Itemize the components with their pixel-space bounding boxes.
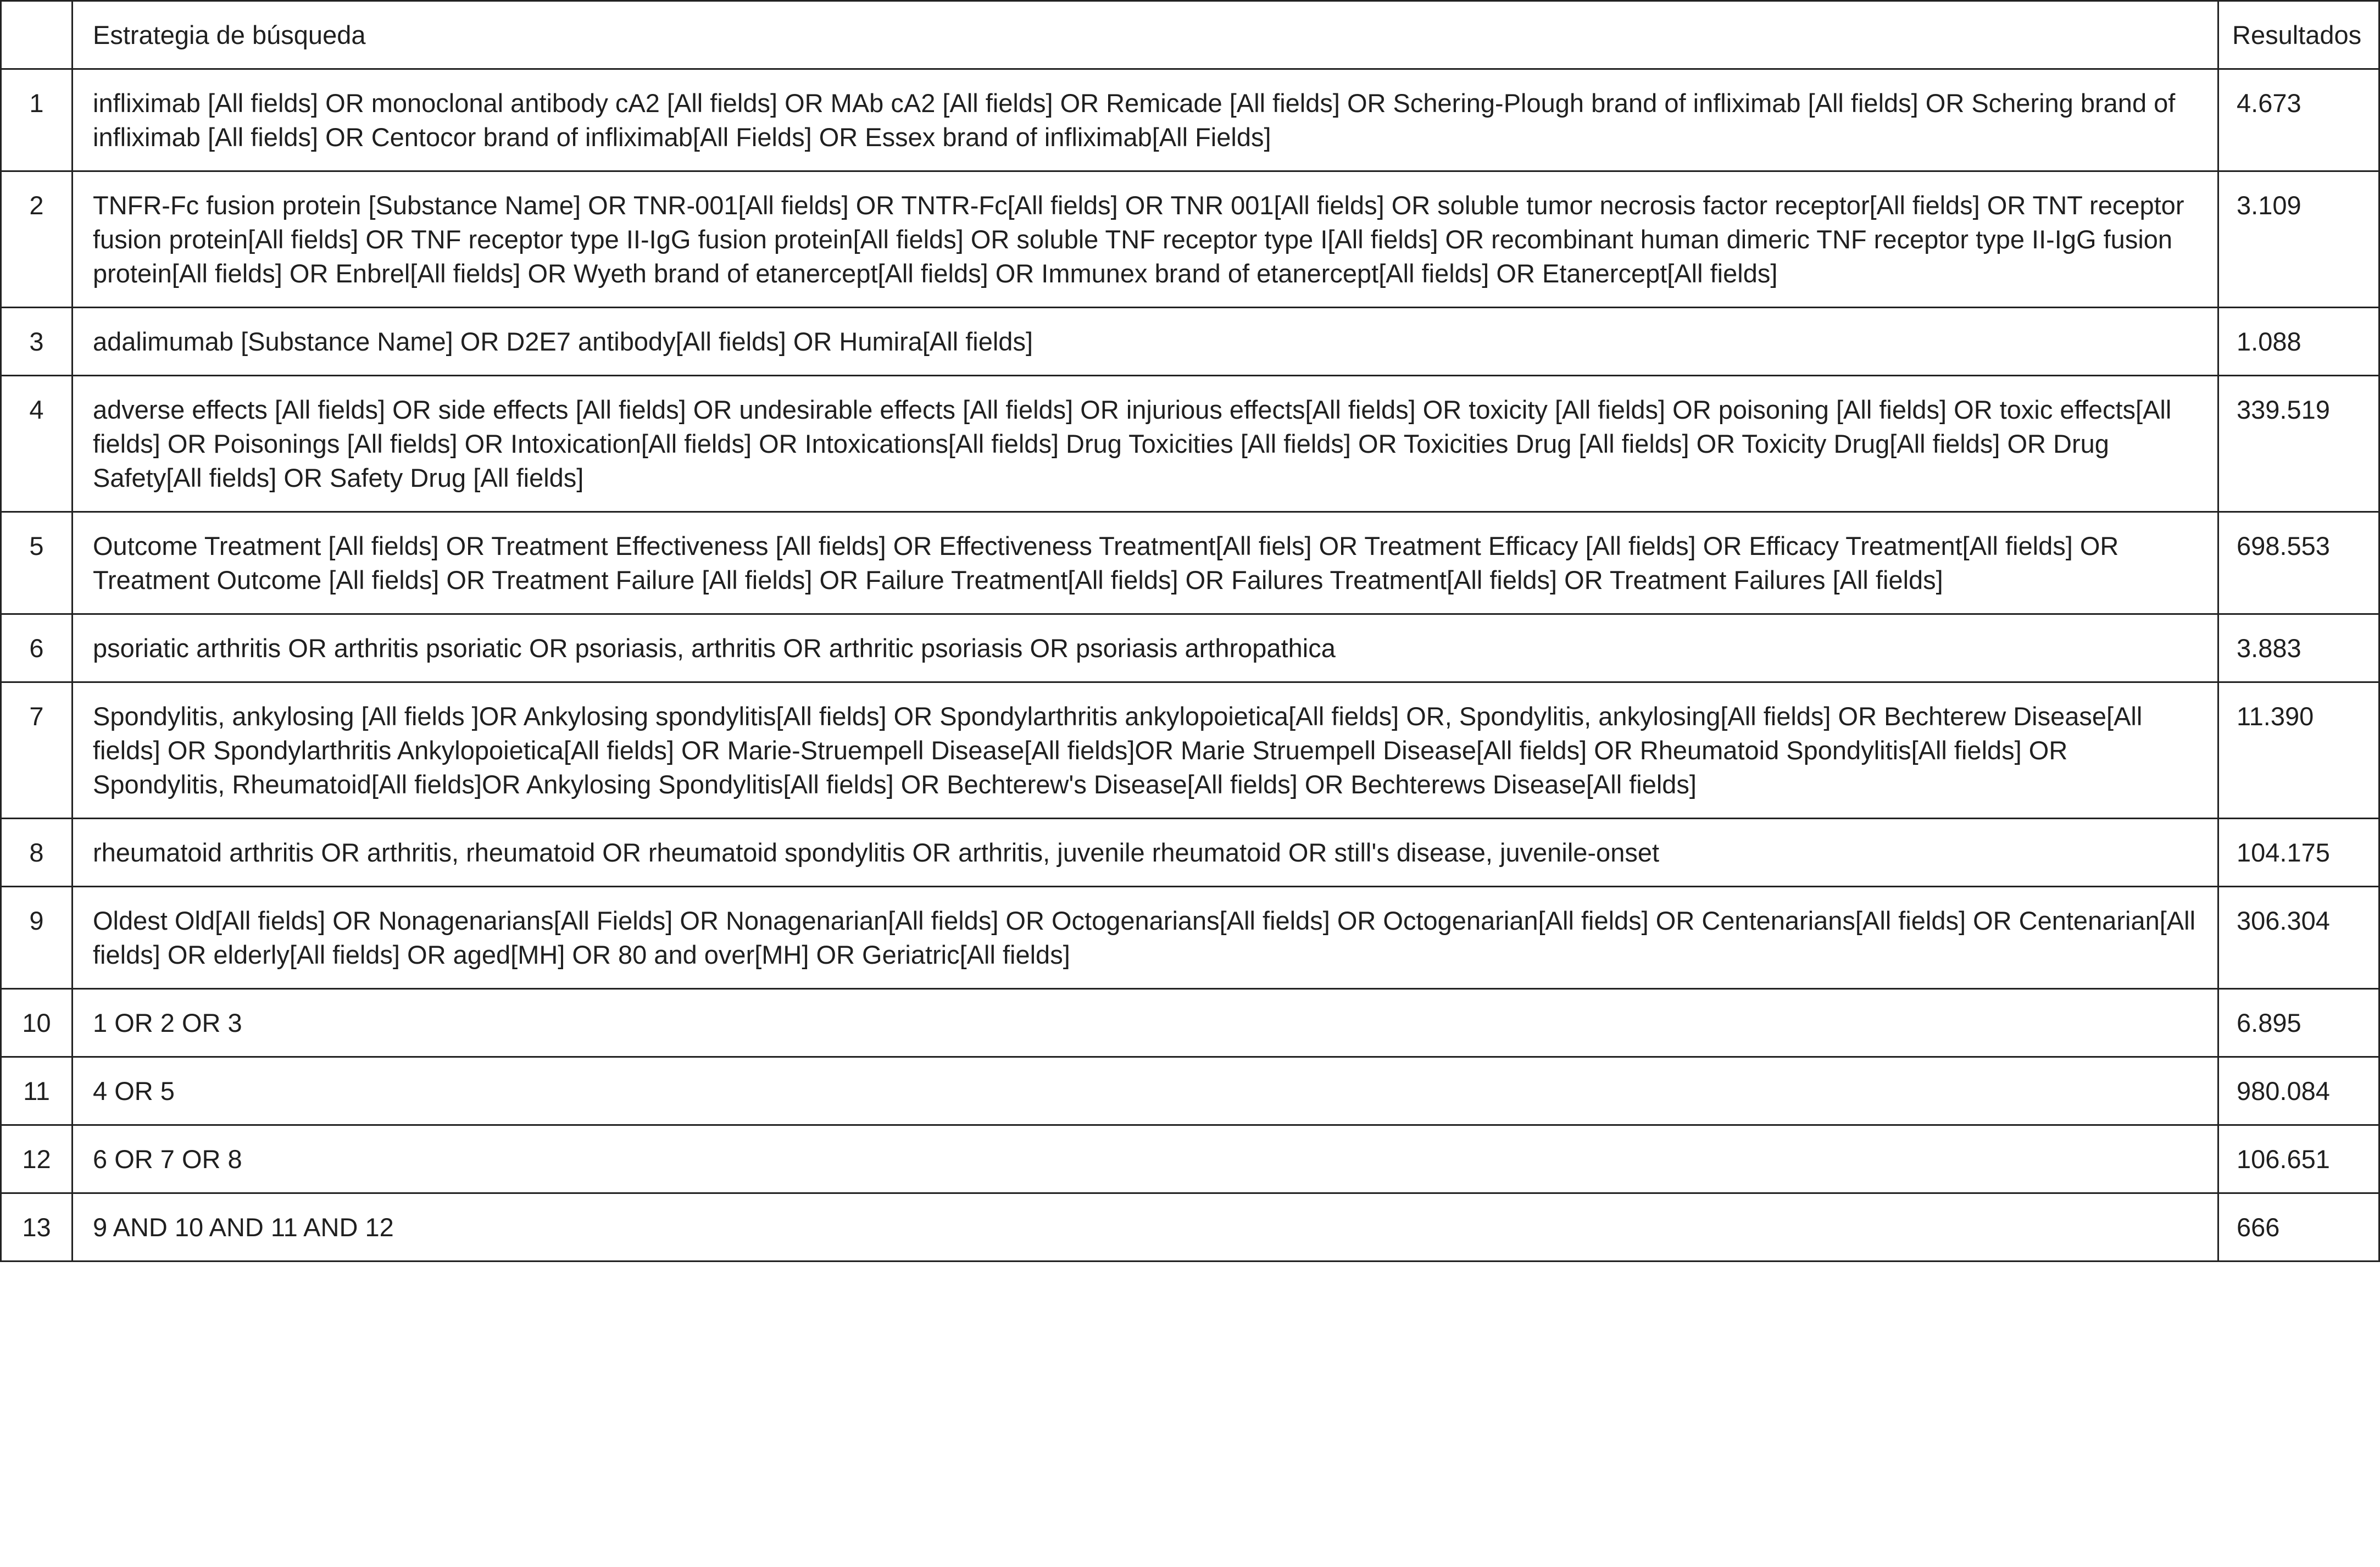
row-strategy: psoriatic arthritis OR arthritis psoriatic OR psoriasis, arthritis OR arthritic psoriasis OR psoriasis arthropathica: [73, 614, 2218, 682]
table-row: [1, 1193, 2379, 1262]
row-strategy: 6 OR 7 OR 8: [73, 1125, 2218, 1193]
row-strategy: 9 AND 10 AND 11 AND 12: [73, 1193, 2218, 1262]
header-strategy: Estrategia de búsqueda: [73, 1, 2218, 69]
row-number: 8: [1, 819, 73, 887]
row-strategy: adalimumab [Substance Name] OR D2E7 antibody[All fields] OR Humira[All fields]: [73, 308, 2218, 376]
table-row: [1, 1057, 2379, 1125]
row-results: 339.519: [2218, 376, 2379, 512]
row-results: 3.883: [2218, 614, 2379, 682]
row-number: 1: [1, 69, 73, 171]
table-row: [1, 308, 2379, 376]
table-row: [1, 171, 2379, 308]
table-row: [1, 376, 2379, 512]
row-results: 4.673: [2218, 69, 2379, 171]
table-row: [1, 682, 2379, 819]
row-number: 2: [1, 171, 73, 308]
row-number: 10: [1, 989, 73, 1057]
table-row: [1, 887, 2379, 989]
table-row: [1, 989, 2379, 1057]
row-strategy: Oldest Old[All fields] OR Nonagenarians[All Fields] OR Nonagenarian[All fields] OR Octogenarians[All fields] OR Octogenarian[All fields] OR Centenarians[All fields] OR Centenarian[All fields] OR elderly[All fields] OR aged[MH] OR 80 and over[MH] OR Geriatric[All fields]: [73, 887, 2218, 989]
table-row: [1, 614, 2379, 682]
row-strategy: 1 OR 2 OR 3: [73, 989, 2218, 1057]
row-number: 9: [1, 887, 73, 989]
row-results: 1.088: [2218, 308, 2379, 376]
table-row: [1, 69, 2379, 171]
row-strategy: rheumatoid arthritis OR arthritis, rheumatoid OR rheumatoid spondylitis OR arthritis, juvenile rheumatoid OR still's disease, juvenile-onset: [73, 819, 2218, 887]
row-results: 6.895: [2218, 989, 2379, 1057]
row-number: 13: [1, 1193, 73, 1262]
header-results: Resultados: [2218, 1, 2379, 69]
row-results: 3.109: [2218, 171, 2379, 308]
row-strategy: Outcome Treatment [All fields] OR Treatment Effectiveness [All fields] OR Effectiveness Treatment[All fiels] OR Treatment Efficacy [All fields] OR Efficacy Treatment[All fields] OR Treatment Outcome [All fields] OR Treatment Failure [All fields] OR Failure Treatment[All fields] OR Failures Treatment[All fields] OR Treatment Failures [All fields]: [73, 512, 2218, 614]
table-row: [1, 1125, 2379, 1193]
row-results: 666: [2218, 1193, 2379, 1262]
row-results: 106.651: [2218, 1125, 2379, 1193]
table-row: [1, 819, 2379, 887]
table-header-row: [1, 1, 2379, 69]
row-number: 6: [1, 614, 73, 682]
table-row: [1, 512, 2379, 614]
row-results: 980.084: [2218, 1057, 2379, 1125]
row-number: 11: [1, 1057, 73, 1125]
row-results: 698.553: [2218, 512, 2379, 614]
row-strategy: 4 OR 5: [73, 1057, 2218, 1125]
row-strategy: Spondylitis, ankylosing [All fields ]OR Ankylosing spondylitis[All fields] OR Spondylarthritis ankylopoietica[All fields] OR, Spondylitis, ankylosing[All fields] OR Bechterew Disease[All fields] OR Spondylarthritis Ankylopoietica[All fields] OR Marie-Struempell Disease[All fields]OR Marie Struempell Disease[All fields] OR Rheumatoid Spondylitis[All fields] OR Spondylitis, Rheumatoid[All fields]OR Ankylosing Spondylitis[All fields] OR Bechterew's Disease[All fields] OR Bechterews Disease[All fields]: [73, 682, 2218, 819]
header-number: [1, 1, 73, 69]
row-results: 104.175: [2218, 819, 2379, 887]
row-number: 5: [1, 512, 73, 614]
row-strategy: TNFR-Fc fusion protein [Substance Name] OR TNR-001[All fields] OR TNTR-Fc[All fields] OR TNR 001[All fields] OR soluble tumor necrosis factor receptor[All fields] OR TNT receptor fusion protein[All fields] OR TNF receptor type II-IgG fusion protein[All fields] OR soluble TNF receptor type I[All fields] OR recombinant human dimeric TNF receptor type II-IgG fusion protein[All fields] OR Enbrel[All fields] OR Wyeth brand of etanercept[All fields] OR Immunex brand of etanercept[All fields] OR Etanercept[All fields]: [73, 171, 2218, 308]
row-strategy: adverse effects [All fields] OR side effects [All fields] OR undesirable effects [All fields] OR injurious effects[All fields] OR toxicity [All fields] OR poisoning [All fields] OR toxic effects[All fields] OR Poisonings [All fields] OR Intoxication[All fields] OR Intoxications[All fields] Drug Toxicities [All fields] OR Toxicities Drug [All fields] OR Toxicity Drug[All fields] OR Drug Safety[All fields] OR Safety Drug [All fields]: [73, 376, 2218, 512]
row-results: 306.304: [2218, 887, 2379, 989]
row-number: 4: [1, 376, 73, 512]
row-results: 11.390: [2218, 682, 2379, 819]
row-number: 12: [1, 1125, 73, 1193]
row-number: 7: [1, 682, 73, 819]
row-strategy: infliximab [All fields] OR monoclonal antibody cA2 [All fields] OR MAb cA2 [All fields] OR Remicade [All fields] OR Schering-Plough brand of infliximab [All fields] OR Schering brand of infliximab [All fields] OR Centocor brand of infliximab[All Fields] OR Essex brand of infliximab[All Fields]: [73, 69, 2218, 171]
row-number: 3: [1, 308, 73, 376]
